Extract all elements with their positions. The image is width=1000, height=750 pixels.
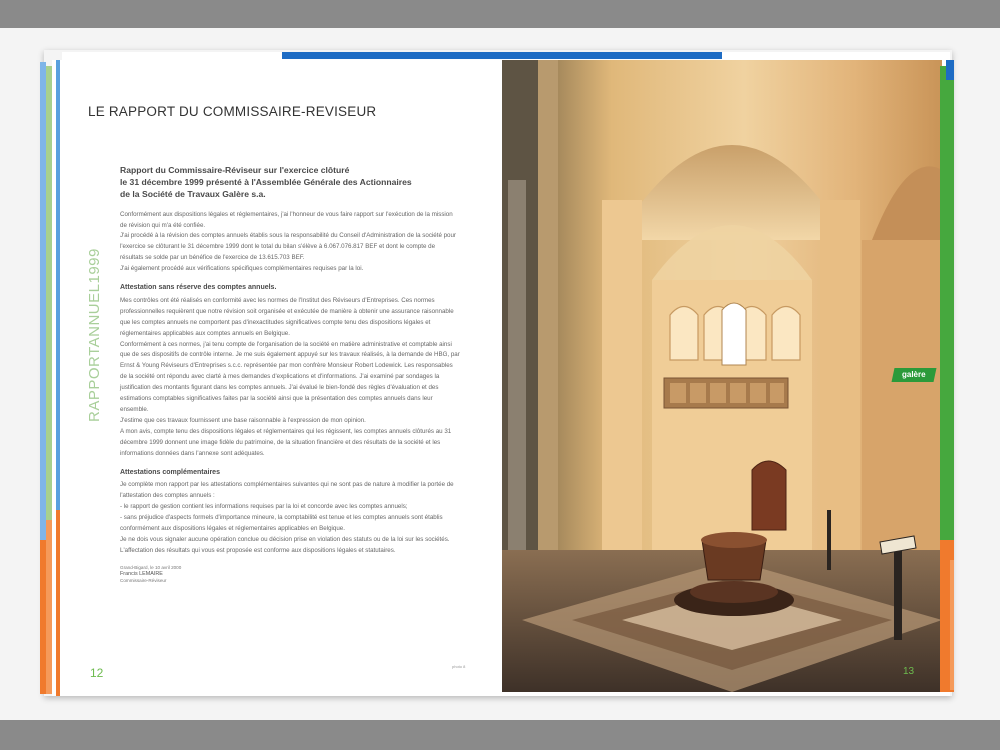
photo-credit: photo 8 — [452, 664, 466, 669]
left-page — [62, 52, 502, 696]
vertical-annual-report-title: RAPPORTANNUEL1999 — [86, 248, 103, 422]
intro-paragraph: J'ai procédé à la révision des comptes annuels établis sous la responsabilité du Conseil d'Administration de la société pour l'exercice se clôturant le 31 décembre 1999 dont le total du bilan s'élève à 6.067.076.817 BEF et dont le compte de résultats se solde par un bénéfice de l'exercice de 13.615.703 BEF. — [120, 232, 456, 262]
intro-paragraph: Conformément aux dispositions légales et réglementaires, j'ai l'honneur de vous faire rapport sur l'exécution de la mission de révision qui m'a été confiée. — [120, 210, 453, 229]
report-title-line: le 31 décembre 1999 présenté à l'Assemblée Générale des Actionnaires — [120, 177, 412, 188]
page-heading: LE RAPPORT DU COMMISSAIRE-REVISEUR — [88, 104, 377, 119]
section1-paragraph: J'estime que ces travaux fournissent une base raisonnable à l'expression de mon opinion. — [120, 416, 366, 424]
intro-paragraph: J'ai également procédé aux vérifications spécifiques complémentaires requises par la loi. — [120, 265, 364, 273]
signature-block — [120, 565, 460, 585]
section1-paragraph: Mes contrôles ont été réalisés en conformité avec les normes de l'Institut des Réviseurs d'Entreprises. Ces normes professionnelles requièrent que notre révision soit organisée et exécutée de manière à obtenir une assurance raisonnable que les comptes annuels ne comportent pas d'inexactitudes significatives compte tenu des dispositions légales et réglementaires applicables aux comptes annuels en Belgique. — [120, 296, 454, 337]
section2-paragraph: Je ne dois vous signaler aucune opération conclue ou décision prise en violation des statuts ou de la loi sur les sociétés. L'affectation des résultats qui vous est proposée est conforme aux dispositions légales et statutaires. — [120, 535, 450, 554]
bottom-background-band — [0, 720, 1000, 750]
right-page-blue-rule — [502, 52, 722, 59]
signature-role: Commissaire-Réviseur — [120, 577, 167, 583]
section2-paragraph: - sans préjudice d'aspects formels d'importance mineure, la comptabilité est tenue et les comptes annuels sont établis conformément aux dispositions légales et réglementaires applicables en Belgique. — [120, 514, 443, 533]
top-background-band — [0, 0, 1000, 28]
church-interior-photo — [502, 60, 942, 692]
section-tab-galere: galère — [892, 368, 937, 382]
report-title-line: de la Société de Travaux Galère s.a. — [120, 189, 266, 200]
page-number-right: 13 — [903, 666, 915, 677]
section2-paragraph: - le rapport de gestion contient les informations requises par la loi et concorde avec les comptes annuels; — [120, 503, 408, 511]
left-page-blue-rule — [282, 52, 502, 59]
signature-place-date: Grand-Bigard, le 10 avril 2000 — [120, 564, 182, 570]
section1-paragraph: Conformément à ces normes, j'ai tenu compte de l'organisation de la société en matière administrative et comptable ainsi que de ses dispositifs de contrôle interne. Je me suis également appuyé sur les travaux réalisés, à la demande de HBG, par Ernst & Young Réviseurs d'Entreprises s.c.c. représentée par mon confrère Monsieur Robert Lodewick. Les responsables de la société ont répondu avec clarté à mes demandes d'explications et d'informations. J'ai examiné par sondages la justification des montants figurant dans les comptes annuels. J'ai évalué le bien-fondé des règles d'évaluation et des estimations comptables significatives faites par la société ainsi que la présentation des comptes annuels dans leur ensemble. — [120, 340, 460, 414]
section-heading-complementary: Attestations complémentaires — [120, 468, 220, 476]
signature-name: Francis LEMAIRE — [120, 571, 163, 578]
right-page — [452, 52, 950, 696]
report-body — [120, 164, 460, 585]
report-title — [120, 164, 460, 201]
section-heading-attestation: Attestation sans réserve des comptes annuels. — [120, 284, 277, 292]
report-title-line: Rapport du Commissaire-Réviseur sur l'exercice clôturé — [120, 165, 350, 175]
page-number-left: 12 — [90, 666, 104, 680]
section1-paragraph: A mon avis, compte tenu des dispositions légales et réglementaires qui les régissent, les comptes annuels clôturés au 31 décembre 1999 donnent une image fidèle du patrimoine, de la situation financière et des résultats de la société et les informations données dans l'annexe sont adéquates. — [120, 427, 452, 457]
section2-paragraph: Je complète mon rapport par les attestations complémentaires suivantes qui ne sont pas de nature à modifier la portée de l'attestation des comptes annuels : — [120, 481, 454, 500]
